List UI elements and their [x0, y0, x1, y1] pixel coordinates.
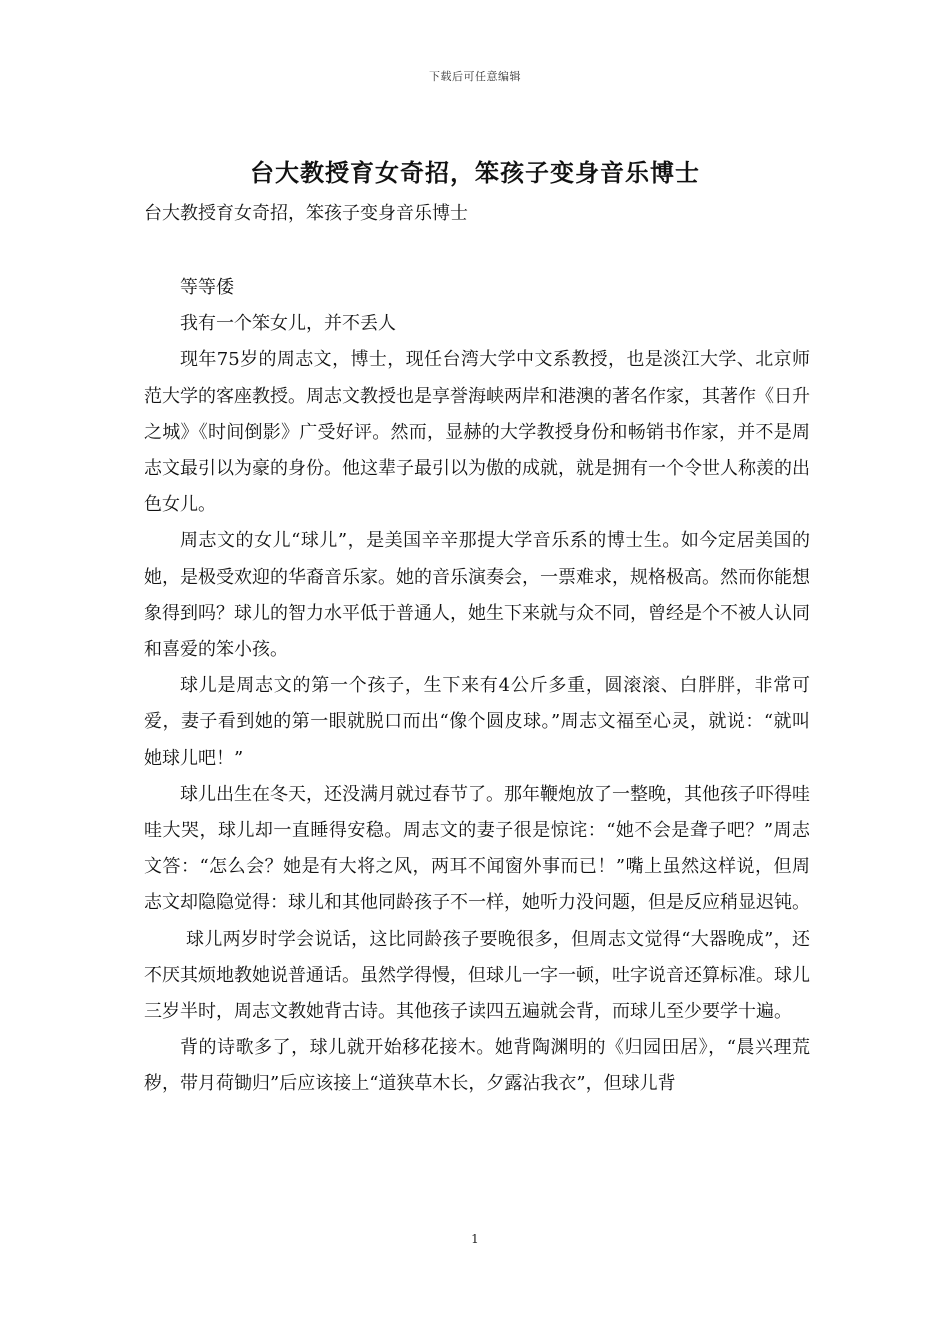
header-note: 下载后可任意编辑: [429, 70, 521, 83]
paragraph: 球儿是周志文的第一个孩子，生下来有4公斤多重，圆滚滚、白胖胖，非常可爱，妻子看到她的第一眼就脱口而出“像个圆皮球。”周志文福至心灵，就说：“就叫她球儿吧！”: [144, 675, 810, 769]
paragraph: 现年75岁的周志文，博士，现任台湾大学中文系教授，也是淡江大学、北京师范大学的客座教授。周志文教授也是享誉海峡两岸和港澳的著名作家，其著作《日升之城》《时间倒影》广受好评。然而，显赫的大学教授身份和畅销书作家，并不是周志文最引以为豪的身份。他这辈子最引以为傲的成就，就是拥有一个令世人称羡的出色女儿。: [144, 349, 810, 516]
paragraph: 背的诗歌多了，球儿就开始移花接木。她背陶渊明的《归园田居》，“晨兴理荒秽，带月荷锄归”后应该接上“道狭草木长，夕露沾我衣”，但球儿背: [144, 1037, 810, 1095]
section-heading: 我有一个笨女儿，并不丢人: [180, 313, 396, 335]
author-line: 等等倭: [180, 277, 234, 298]
paragraph: 球儿两岁时学会说话，这比同龄孩子要晚很多，但周志文觉得“大器晚成”，还不厌其烦地教她说普通话。虽然学得慢，但球儿一字一顿，吐字说音还算标准。球儿三岁半时，周志文教她背古诗。其他孩子读四五遍就会背，而球儿至少要学十遍。: [144, 928, 810, 1023]
document-body: [144, 270, 810, 1103]
document-title: 台大教授育女奇招，笨孩子变身音乐博士: [250, 158, 700, 187]
paragraph: 周志文的女儿“球儿”，是美国辛辛那提大学音乐系的博士生。如今定居美国的她，是极受欢迎的华裔音乐家。她的音乐演奏会，一票难求，规格极高。然而你能想象得到吗？球儿的智力水平低于普通人，她生下来就与众不同，曾经是个不被人认同和喜爱的笨小孩。: [144, 530, 810, 661]
paragraph: 球儿出生在冬天，还没满月就过春节了。那年鞭炮放了一整晚，其他孩子吓得哇哇大哭，球儿却一直睡得安稳。周志文的妻子很是惊诧：“她不会是聋子吧？”周志文答：“怎么会？她是有大将之风，两耳不闻窗外事而已！”嘴上虽然这样说，但周志文却隐隐觉得：球儿和其他同龄孩子不一样，她听力没问题，但是反应稍显迟钝。: [144, 783, 810, 914]
document-subtitle: 台大教授育女奇招，笨孩子变身音乐博士: [144, 203, 468, 224]
page-number: 1: [471, 1232, 479, 1246]
